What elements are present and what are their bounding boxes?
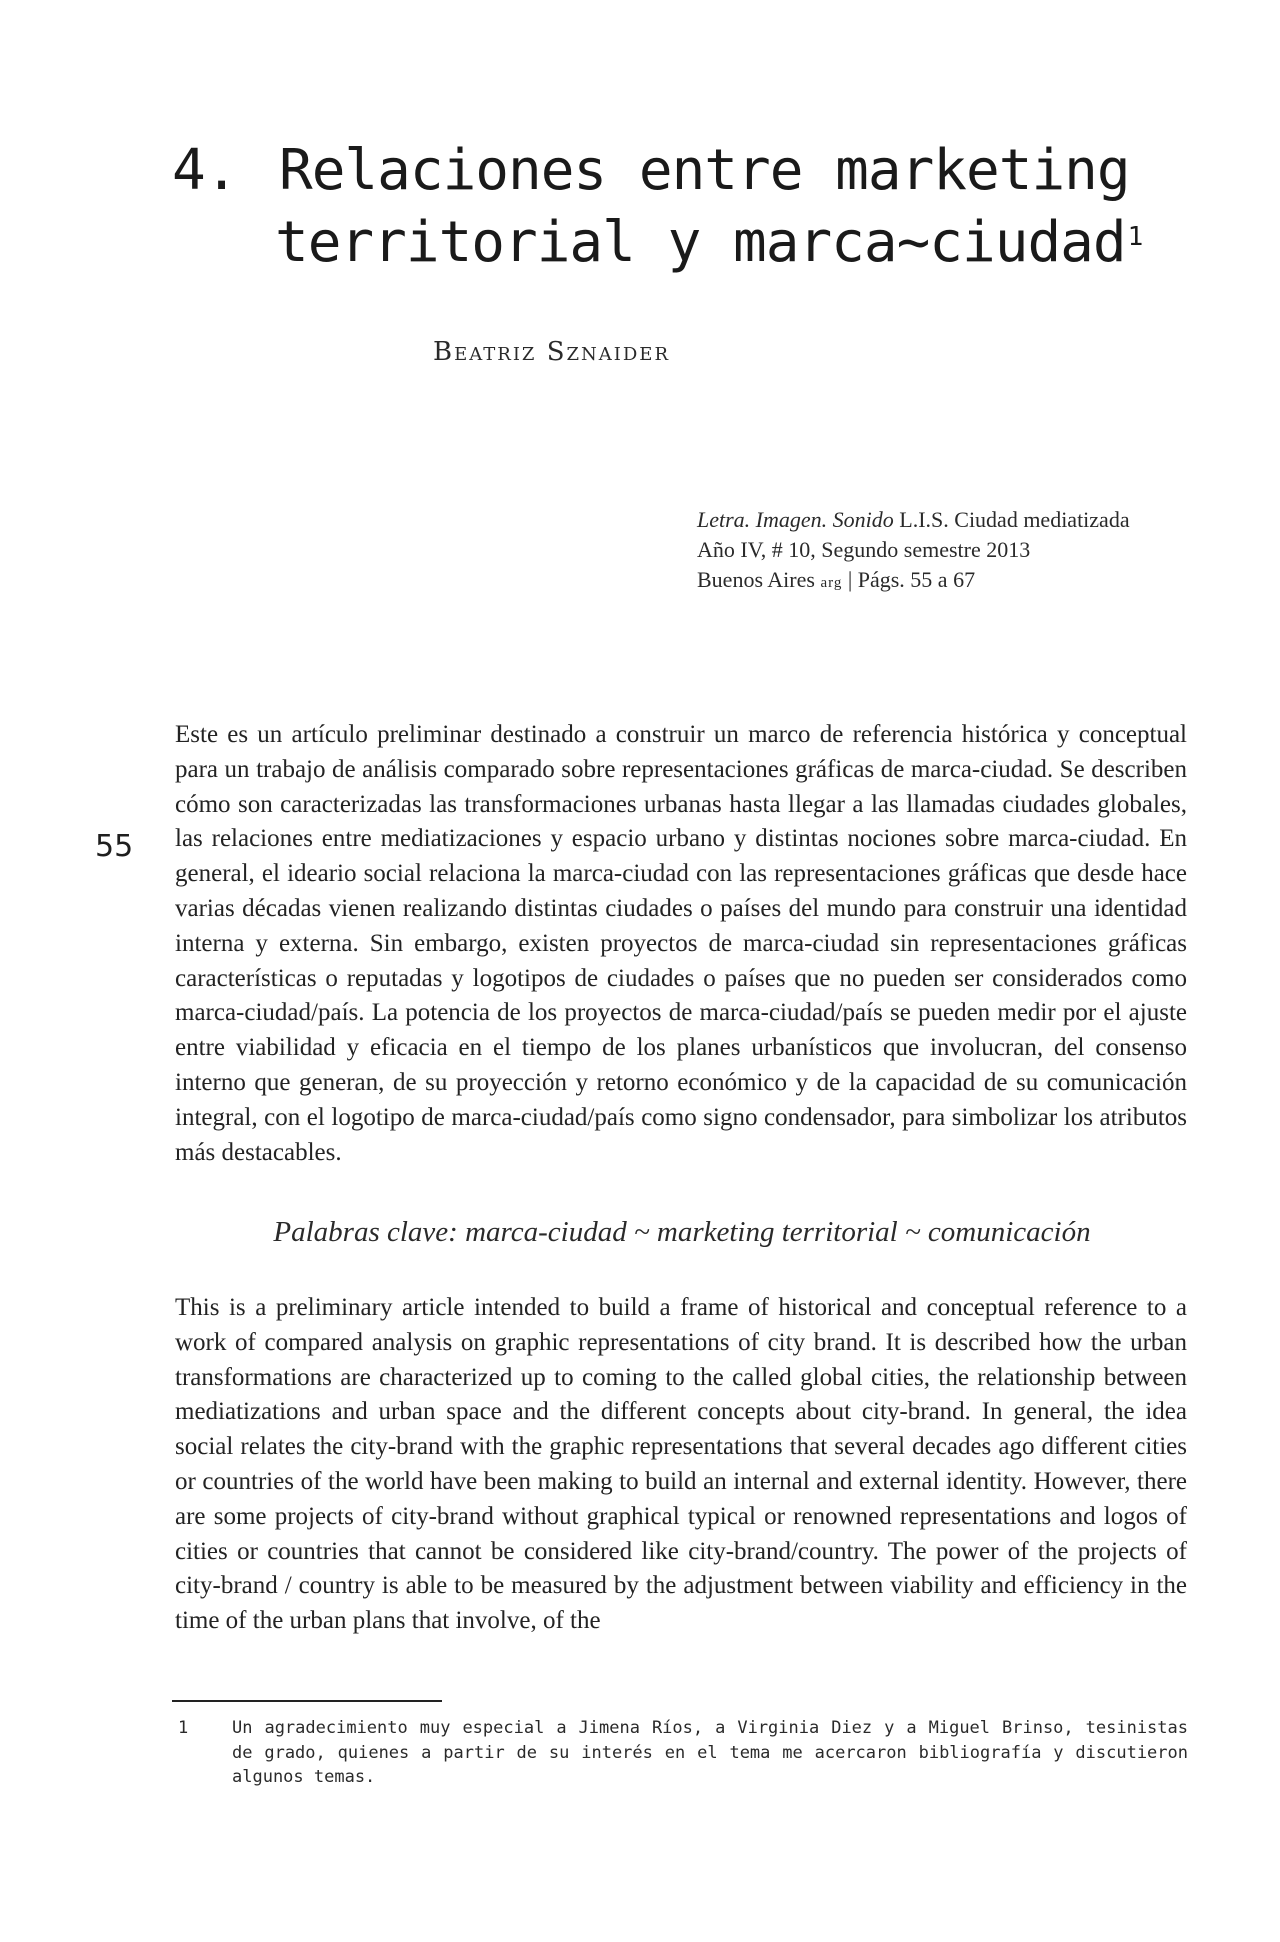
- abstract-english-text: This is a preliminary article intended to build a frame of historical and conceptual reference to a work of compared analysis on graphic representations of city brand. It is described how the urban transformations are characterized up to coming to the called global cities, the relationship between mediatizations and urban space and the different concepts about city-brand. In general, the idea social relates the city-brand with the graphic representations that several decades ago different cities or countries of the world have been making to build an internal and external identity. However, there are some projects of city-brand without graphical typical or renowned representations and logos of cities or countries that cannot be considered like city-brand/country. The power of the projects of city-brand / country is able to be measured by the adjustment between viability and efficiency in the time of the urban plans that involve, of the: [175, 1294, 1187, 1635]
- footnote-text: Un agradecimiento muy especial a Jimena Ríos, a Virginia Diez y a Miguel Brinso, tesinistas de grado, quienes a partir de su interés en el tema me acercaron bibliografía y discutieron algunos temas.: [232, 1718, 1188, 1787]
- publication-line-2: Año IV, # 10, Segundo semestre 2013: [697, 537, 1031, 562]
- publication-info: [697, 505, 1197, 598]
- chapter-title-line-1: Relaciones entre marketing: [279, 138, 1130, 203]
- author-name: Beatriz Sznaider: [433, 337, 671, 367]
- issue-title: Ciudad mediatizada: [954, 507, 1130, 532]
- journal-abbrev: L.I.S.: [899, 507, 949, 532]
- publication-line-1: [697, 505, 1197, 535]
- journal-name: Letra. Imagen. Sonido: [697, 507, 894, 532]
- chapter-title-line-2-text: territorial y marca~ciudad: [275, 210, 1126, 275]
- publication-line-3: [697, 565, 1197, 598]
- footnote-mark: 1: [178, 1718, 189, 1738]
- keywords-text: Palabras clave: marca-ciudad ~ marketing territorial ~ comunicación: [273, 1216, 1091, 1248]
- abstract-spanish: [175, 718, 1187, 1170]
- keywords: [0, 1216, 1280, 1249]
- publication-city: Buenos Aires: [697, 567, 815, 592]
- abstract-english: [175, 1291, 1187, 1639]
- abstract-spanish-text: Este es un artículo preliminar destinado a construir un marco de referencia histórica y conceptual para un trabajo de análisis comparado sobre representaciones gráficas de marca-ciudad. Se describen cómo son caracterizadas las transformaciones urbanas hasta llegar a las llamadas ciudades globales, las relaciones entre mediatizaciones y espacio urbano y distintas nociones sobre marca-ciudad. En general, el ideario social relaciona la marca-ciudad con las representaciones gráficas que desde hace varias décadas vienen realizando distintas ciudades o países del mundo para construir una identidad interna y externa. Sin embargo, existen proyectos de marca-ciudad sin representaciones gráficas características o reputadas y logotipos de ciudades o países que no pueden ser considerados como marca-ciudad/país. La potencia de los proyectos de marca-ciudad/país se pueden medir por el ajuste entre viabilidad y eficacia en el tiempo de los planes urbanísticos que involucran, del consenso interno que generan, de su proyección y retorno económico y de la capacidad de su comunicación integral, con el logotipo de marca-ciudad/país como signo condensador, para simbolizar los atributos más destacables.: [175, 721, 1187, 1166]
- footnote: [178, 1716, 1188, 1790]
- chapter-number: 4.: [172, 138, 238, 203]
- publication-pages: | Págs. 55 a 67: [847, 567, 976, 592]
- page-number: 55: [95, 829, 134, 864]
- chapter-title-line-2: [275, 207, 1142, 279]
- footnote-reference[interactable]: 1: [1127, 222, 1143, 252]
- footnote-divider: [172, 1700, 442, 1702]
- publication-country: arg: [820, 575, 843, 591]
